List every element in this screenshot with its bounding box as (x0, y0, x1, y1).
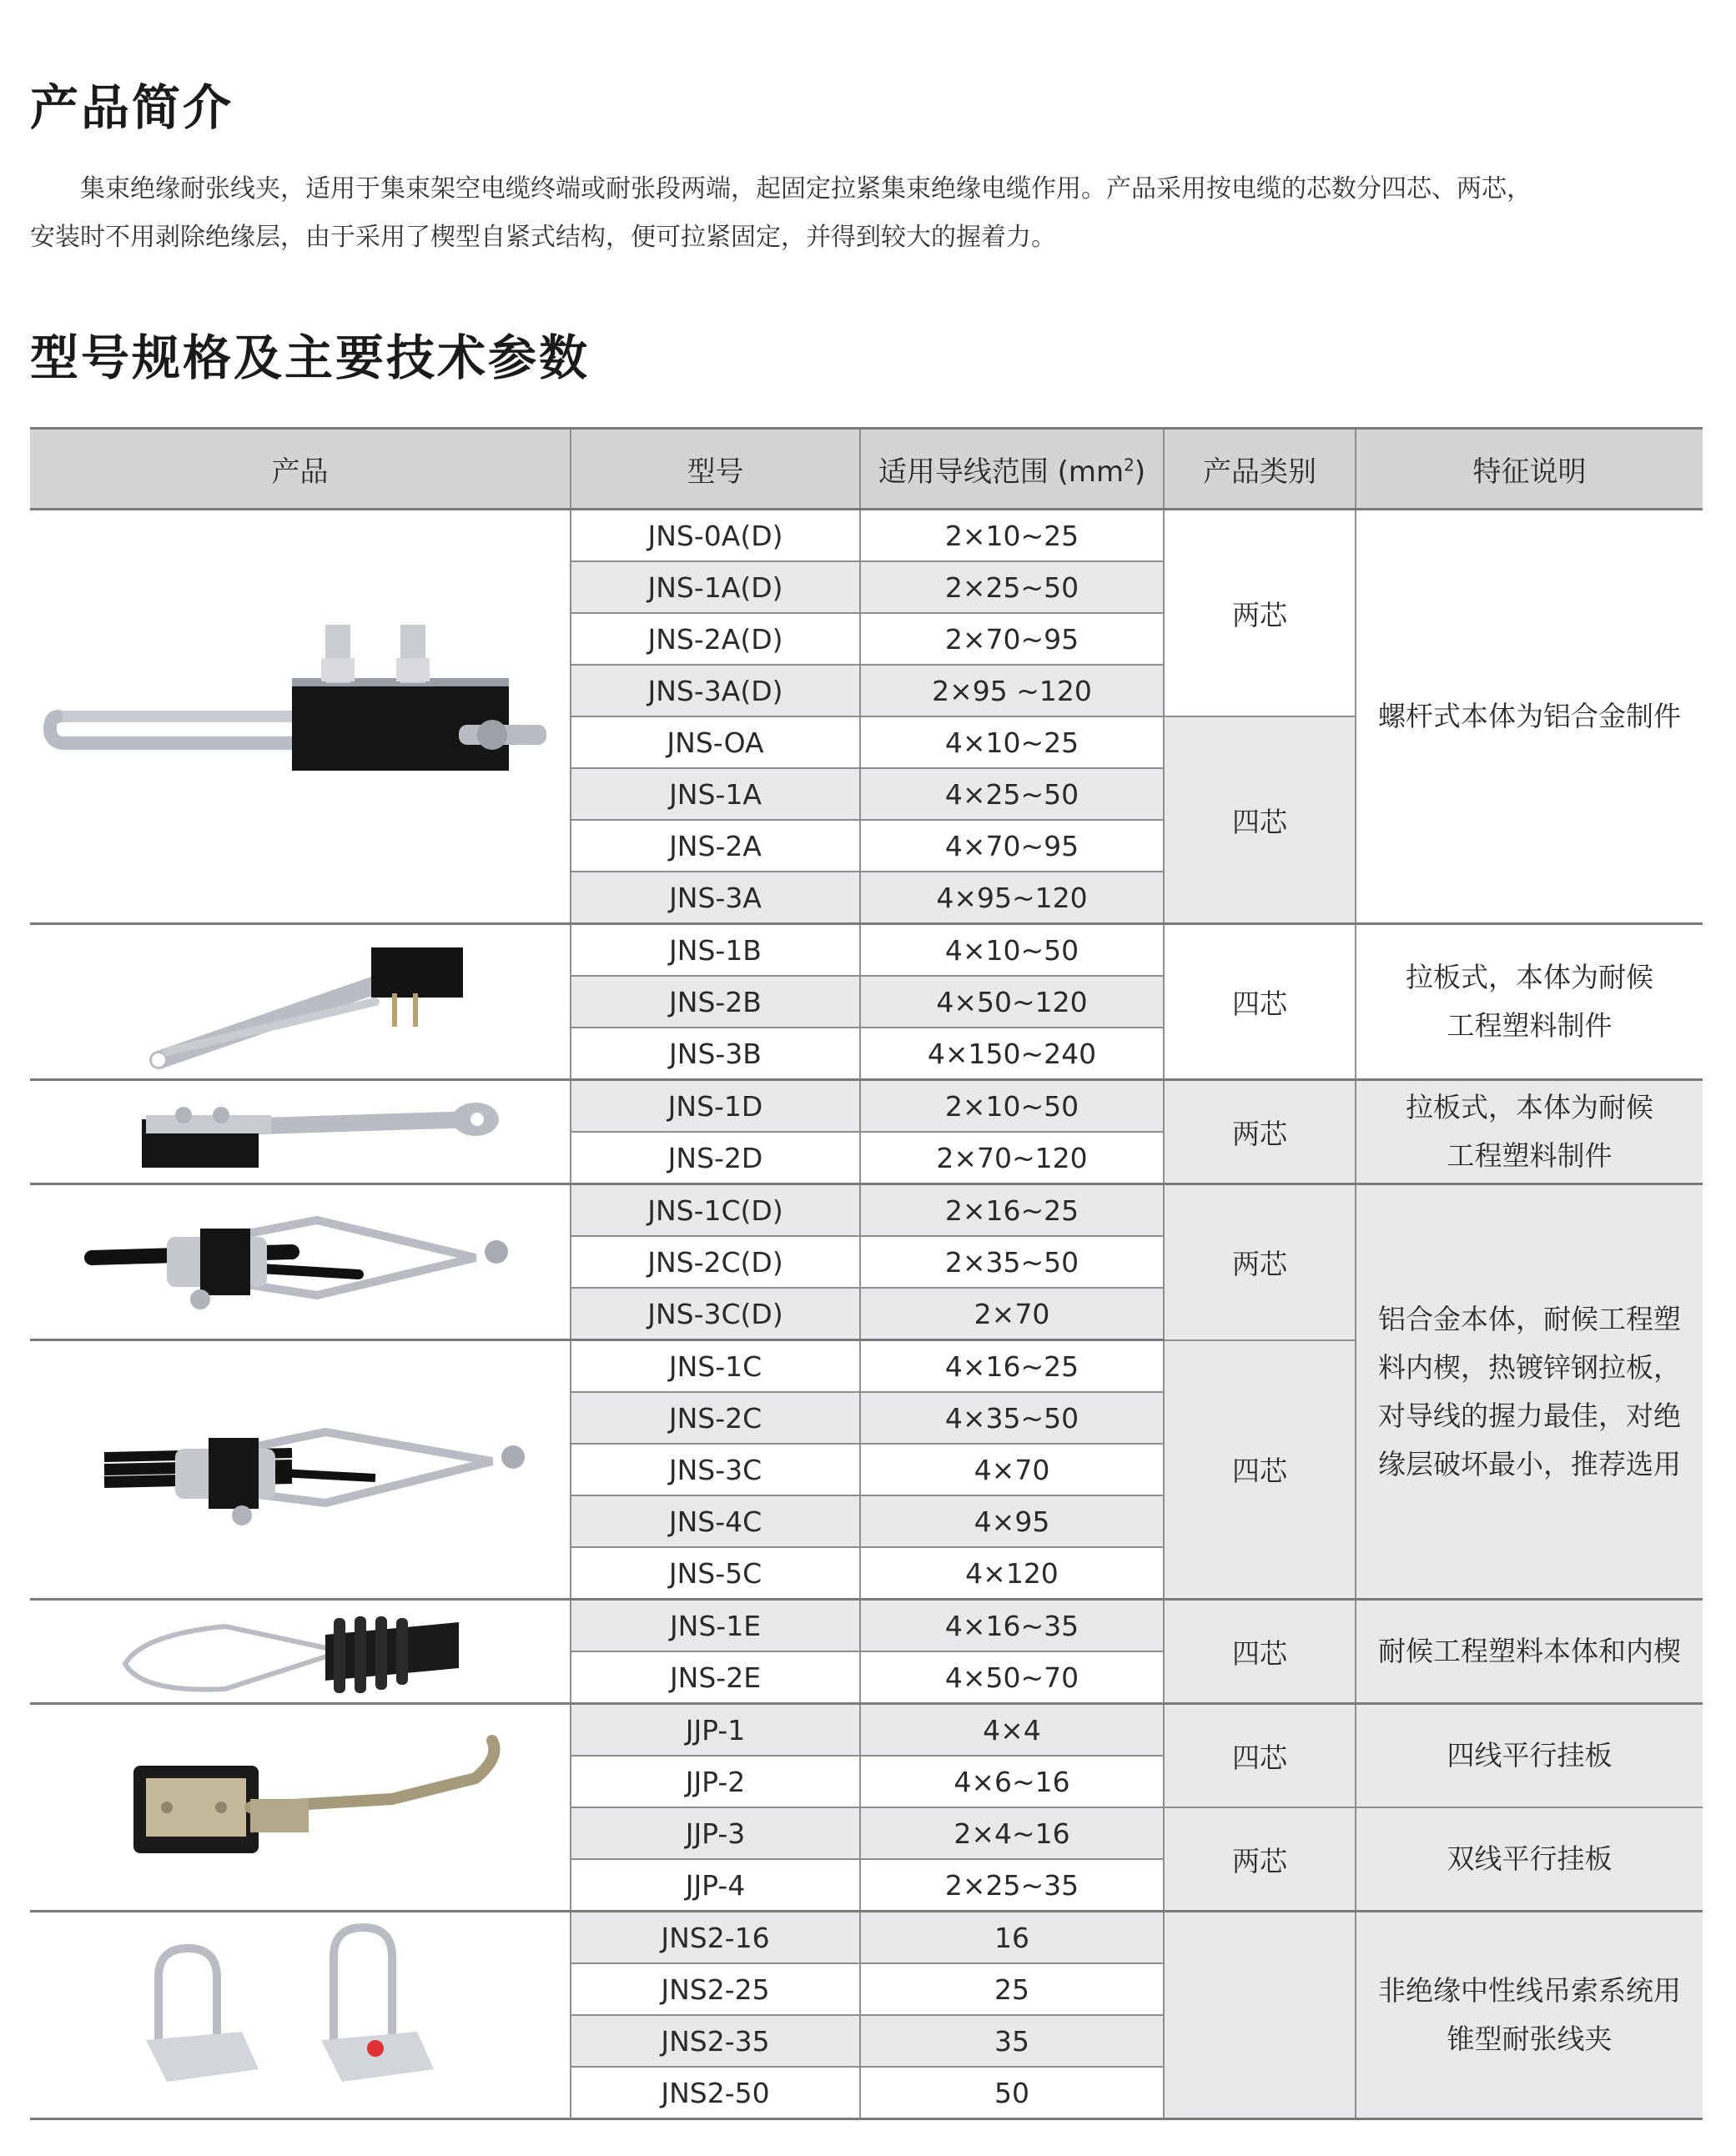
category-cell: 两芯 (1164, 1807, 1356, 1912)
range-cell: 2×4~16 (860, 1807, 1164, 1859)
feature-cell: 拉板式，本体为耐候 工程塑料制件 (1356, 924, 1703, 1080)
model-cell: JNS-3A(D) (571, 665, 860, 716)
category-cell (1164, 1912, 1356, 2119)
feature-cell: 非绝缘中性线吊索系统用 锥型耐张线夹 (1356, 1912, 1703, 2119)
model-cell: JNS-3B (571, 1028, 860, 1080)
model-cell: JNS-4C (571, 1495, 860, 1547)
model-cell: JNS-3C (571, 1444, 860, 1495)
product-image-hanging-plate (30, 1704, 571, 1912)
table-row (30, 1080, 1703, 1133)
range-cell: 4×10~50 (860, 924, 1164, 977)
range-cell: 4×50~70 (860, 1651, 1164, 1704)
range-cell: 4×35~50 (860, 1392, 1164, 1444)
range-cell: 2×10~50 (860, 1080, 1164, 1133)
category-cell: 两芯 (1164, 510, 1356, 717)
range-cell: 2×70~120 (860, 1132, 1164, 1184)
product-image-wedge-clamp-4core (30, 1340, 571, 1600)
intro-paragraph-2: 安装时不用剥除绝缘层，由于采用了楔型自紧式结构，便可拉紧固定，并得到较大的握着力。 (30, 223, 1056, 252)
range-cell: 2×70 (860, 1288, 1164, 1340)
range-cell: 4×95~120 (860, 872, 1164, 924)
model-cell: JNS-1C (571, 1340, 860, 1393)
range-cell: 25 (860, 1963, 1164, 2015)
model-cell: JNS-1D (571, 1080, 860, 1133)
table-row (30, 1912, 1703, 1964)
spec-title: 型号规格及主要技术参数 (30, 329, 591, 386)
range-cell: 4×6~16 (860, 1756, 1164, 1807)
model-cell: JNS-2C (571, 1392, 860, 1444)
category-cell: 两芯 (1164, 1080, 1356, 1184)
model-cell: JNS-1C(D) (571, 1184, 860, 1237)
range-cell: 4×16~35 (860, 1600, 1164, 1652)
model-cell: JNS-1A (571, 768, 860, 820)
category-cell: 四芯 (1164, 1704, 1356, 1808)
model-cell: JNS2-50 (571, 2067, 860, 2119)
model-cell: JNS2-35 (571, 2015, 860, 2067)
range-cell: 4×10~25 (860, 716, 1164, 768)
model-cell: JNS-3A (571, 872, 860, 924)
table-row (30, 1704, 1703, 1756)
range-cell: 2×70~95 (860, 613, 1164, 665)
range-cell: 4×150~240 (860, 1028, 1164, 1080)
range-cell: 2×25~50 (860, 561, 1164, 613)
model-cell: JNS-5C (571, 1547, 860, 1600)
header-feature: 特征说明 (1356, 429, 1703, 510)
category-cell: 两芯 (1164, 1184, 1356, 1340)
model-cell: JNS-0A(D) (571, 510, 860, 562)
model-cell: JNS-2D (571, 1132, 860, 1184)
range-cell: 2×10~25 (860, 510, 1164, 562)
table-row (30, 510, 1703, 562)
product-image-bolt-clamp (30, 510, 571, 924)
model-cell: JNS-1B (571, 924, 860, 977)
model-cell: JNS-2E (571, 1651, 860, 1704)
feature-cell: 拉板式，本体为耐候 工程塑料制件 (1356, 1080, 1703, 1184)
header-model: 型号 (571, 429, 860, 510)
product-image-wedge-clamp-2core (30, 1184, 571, 1340)
range-cell: 4×4 (860, 1704, 1164, 1756)
category-cell: 四芯 (1164, 716, 1356, 924)
range-cell: 2×16~25 (860, 1184, 1164, 1237)
product-image-tension-clamp (30, 1912, 571, 2119)
table-row (30, 1184, 1703, 1237)
header-range: 适用导线范围 $(mm^2)$ (860, 429, 1164, 510)
range-cell: 50 (860, 2067, 1164, 2119)
model-cell: JNS-1E (571, 1600, 860, 1652)
range-cell: 4×95 (860, 1495, 1164, 1547)
model-cell: JNS-2B (571, 976, 860, 1028)
range-cell: 2×95 ~120 (860, 665, 1164, 716)
range-cell: 2×35~50 (860, 1236, 1164, 1288)
model-cell: JNS-3C(D) (571, 1288, 860, 1340)
range-cell: 4×25~50 (860, 768, 1164, 820)
model-cell: JNS2-16 (571, 1912, 860, 1964)
category-cell: 四芯 (1164, 1600, 1356, 1704)
intro-title: 产品简介 (30, 79, 234, 136)
feature-cell: 铝合金本体，耐候工程塑 料内楔，热镀锌钢拉板， 对导线的握力最佳，对绝 缘层破坏最小，推荐选用 (1356, 1184, 1703, 1600)
intro-paragraph-1: 集束绝缘耐张线夹，适用于集束架空电缆终端或耐张段两端，起固定拉紧集束绝缘电缆作用。产品采用按电缆的芯数分四芯、两芯， (80, 174, 1532, 204)
feature-cell: 双线平行挂板 (1356, 1807, 1703, 1912)
feature-cell: 四线平行挂板 (1356, 1704, 1703, 1808)
header-product: 产品 (30, 429, 571, 510)
intro-text (30, 165, 1707, 262)
table-row (30, 1600, 1703, 1652)
spec-table (30, 427, 1703, 2120)
range-cell: 4×70 (860, 1444, 1164, 1495)
range-cell: 4×120 (860, 1547, 1164, 1600)
product-image-flat-clamp (30, 1080, 571, 1184)
range-cell: 16 (860, 1912, 1164, 1964)
model-cell: JNS-OA (571, 716, 860, 768)
category-cell: 四芯 (1164, 1340, 1356, 1600)
model-cell: JJP-4 (571, 1859, 860, 1912)
header-category: 产品类别 (1164, 429, 1356, 510)
feature-cell: 螺杆式本体为铝合金制件 (1356, 510, 1703, 924)
model-cell: JNS-2A(D) (571, 613, 860, 665)
model-cell: JNS-2A (571, 820, 860, 872)
category-cell: 四芯 (1164, 924, 1356, 1080)
range-cell: 4×50~120 (860, 976, 1164, 1028)
model-cell: JJP-1 (571, 1704, 860, 1756)
product-image-plate-clamp (30, 924, 571, 1080)
range-cell: 4×70~95 (860, 820, 1164, 872)
model-cell: JNS-1A(D) (571, 561, 860, 613)
product-image-plastic-clamp (30, 1600, 571, 1704)
model-cell: JNS2-25 (571, 1963, 860, 2015)
range-cell: 35 (860, 2015, 1164, 2067)
range-cell: 2×25~35 (860, 1859, 1164, 1912)
table-row (30, 924, 1703, 977)
range-cell: 4×16~25 (860, 1340, 1164, 1393)
model-cell: JJP-3 (571, 1807, 860, 1859)
table-header-row (30, 429, 1703, 510)
model-cell: JJP-2 (571, 1756, 860, 1807)
feature-cell: 耐候工程塑料本体和内楔 (1356, 1600, 1703, 1704)
model-cell: JNS-2C(D) (571, 1236, 860, 1288)
